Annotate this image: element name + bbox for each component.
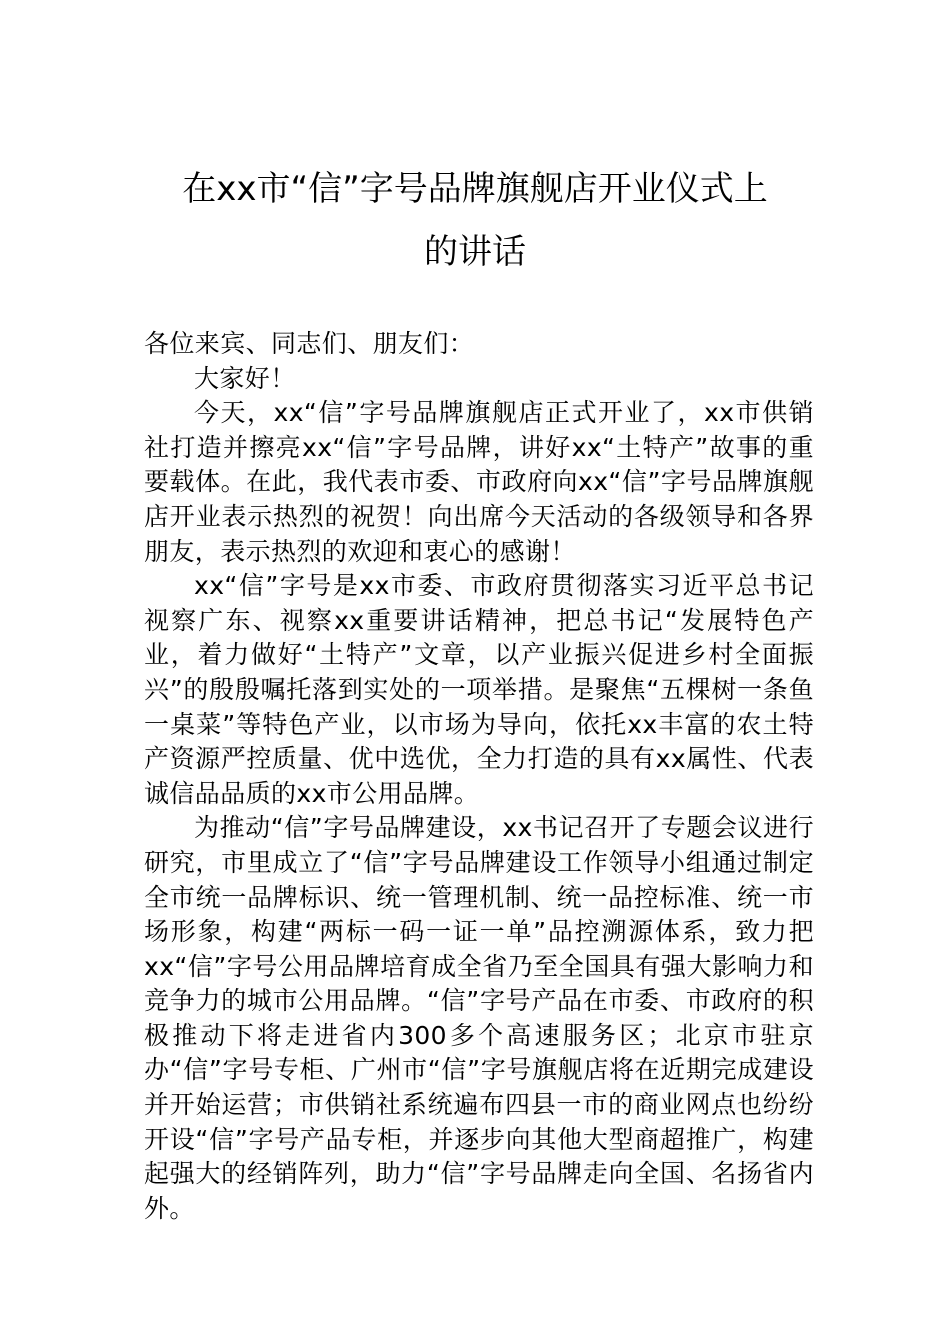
title-line-2: 的讲话 bbox=[424, 232, 526, 272]
paragraph-greeting: 大家好！ bbox=[194, 363, 296, 393]
document-title bbox=[140, 158, 810, 284]
paragraph: 今天，xx“信”字号品牌旗舰店正式开业了，xx市供销社打造并擦亮xx“信”字号品牌，讲好xx“土特产”故事的重要载体。在此，我代表市委、市政府向xx“信”字号品牌旗舰店开业表示热烈的祝贺！向出席今天活动的各级领导和各界朋友，表示热烈的欢迎和衷心的感谢！ bbox=[144, 398, 814, 566]
salutation: 各位来宾、同志们、朋友们： bbox=[144, 329, 475, 358]
paragraph: xx“信”字号是xx市委、市政府贯彻落实习近平总书记视察广东、视察xx重要讲话精神，把总书记“发展特色产业，着力做好“土特产”文章，以产业振兴促进乡村全面振兴”的殷殷嘱托落到实处的一项举措。是聚焦“五棵树一条鱼一桌菜”等特色产业，以市场为导向，依托xx丰富的农土特产资源严控质量、优中选优，全力打造的具有xx属性、代表诚信品品质的xx市公用品牌。 bbox=[144, 571, 814, 808]
title-line-1: 在xx市“信”字号品牌旗舰店开业仪式上 bbox=[182, 169, 768, 209]
paragraph: 为推动“信”字号品牌建设，xx书记召开了专题会议进行研究，市里成立了“信”字号品牌建设工作领导小组通过制定全市统一品牌标识、统一管理机制、统一品控标准、统一市场形象，构建“两标一码一证一单”品控溯源体系，致力把xx“信”字号公用品牌培育成全省乃至全国具有强大影响力和竞争力的城市公用品牌。“信”字号产品在市委、市政府的积极推动下将走进省内300多个高速服务区；北京市驻京办“信”字号专柜、广州市“信”字号旗舰店将在近期完成建设并开始运营；市供销社系统遍布四县一市的商业网点也纷纷开设“信”字号产品专柜，并逐步向其他大型商超推广，构建起强大的经销阵列，助力“信”字号品牌走向全国、名扬省内外。 bbox=[144, 813, 814, 1223]
document-body bbox=[144, 327, 814, 1226]
